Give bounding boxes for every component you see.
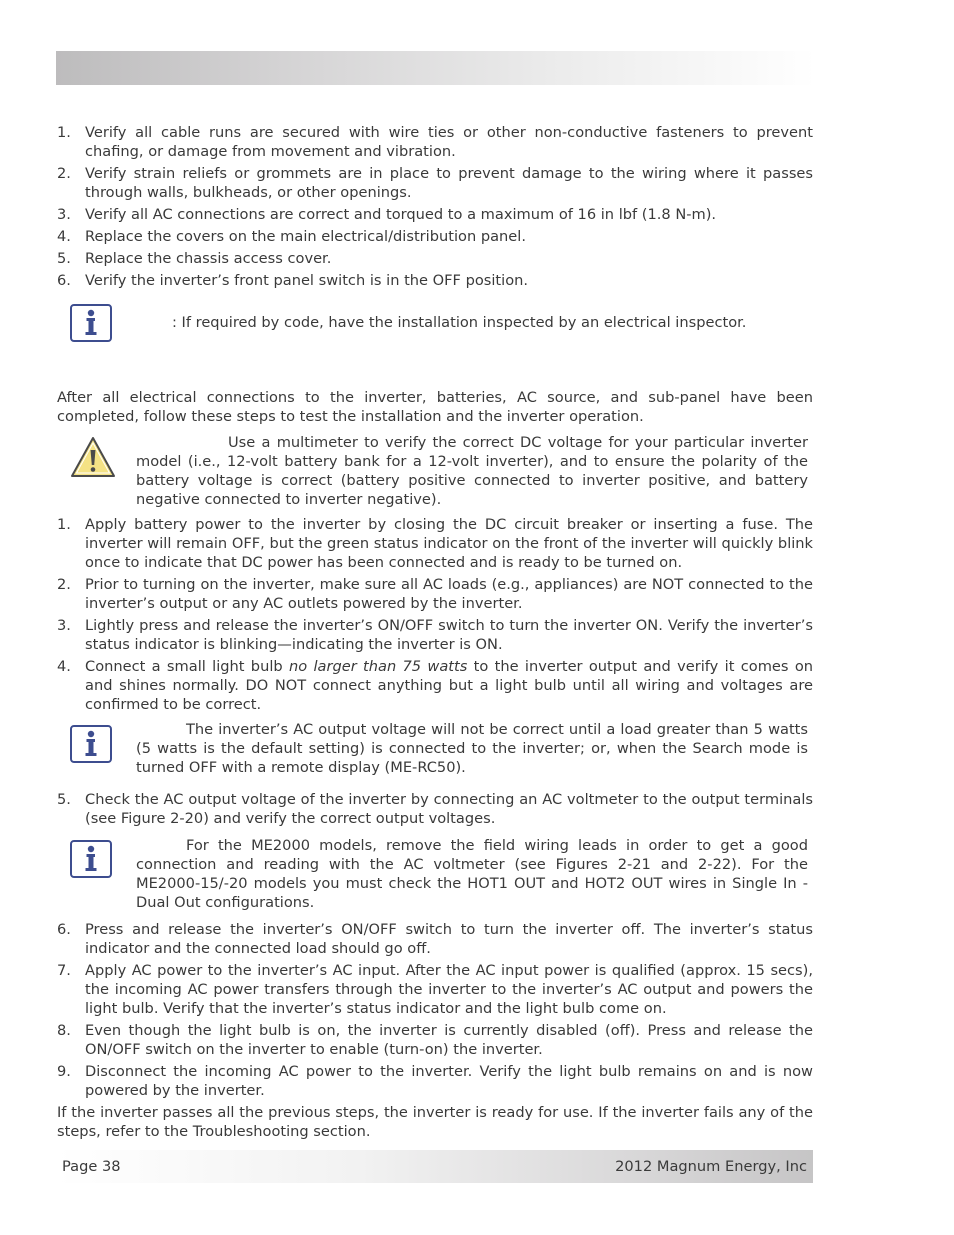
header-bar (56, 51, 816, 85)
checklist-final (57, 123, 813, 293)
footer-bar (56, 1150, 813, 1183)
info-icon (70, 725, 112, 763)
list-item: 6. Press and release the inverter’s ON/OFF switch to turn the inverter off. The inverter’s status indicator and the connected load should go off. (57, 921, 813, 957)
list-item: 4. Replace the covers on the main electrical/distribution panel. (57, 228, 526, 245)
list-item: 4. Connect a small light bulb no larger than 75 watts to the inverter output and verify it comes on and shines normally. DO NOT connect anything but a light bulb until all wiring and voltages are confirmed to be correct. (57, 658, 813, 713)
list-item: 9. Disconnect the incoming AC power to the inverter. Verify the light bulb remains on and is now powered by the inverter. (57, 1063, 813, 1099)
test-steps-continued (57, 790, 813, 831)
list-item: 5. Replace the chassis access cover. (57, 250, 332, 267)
info-icon (70, 304, 112, 342)
closing-paragraph: If the inverter passes all the previous steps, the inverter is ready for use. If the inverter fails any of the steps, refer to the Troubleshooting section. (57, 1104, 813, 1140)
list-item: 8. Even though the light bulb is on, the inverter is currently disabled (off). Press and release the ON/OFF switch on the inverter to enable (turn-on) the inverter. (57, 1022, 813, 1058)
caution-text: Use a multimeter to verify the correct DC voltage for your particular inverter model (i.e., 12-volt battery bank for a 12-volt inverter), and to ensure the polarity of the battery voltage is correct (battery positive connected to inverter positive, and battery negative connected to inverter negative). (136, 434, 808, 508)
list-item: 2. Prior to turning on the inverter, make sure all AC loads (e.g., appliances) are NOT connected to the inverter’s output or any AC outlets powered by the inverter. (57, 576, 813, 612)
note-inspection: : If required by code, have the installation inspected by an electrical inspector. (172, 314, 747, 331)
copyright: 2012 Magnum Energy, Inc (615, 1158, 807, 1175)
list-item: 3. Lightly press and release the inverter’s ON/OFF switch to turn the inverter ON. Verify the inverter’s status indicator is blinking—indicating the inverter is ON. (57, 617, 813, 653)
note-me2000: For the ME2000 models, remove the field wiring leads in order to get a good connection and reading with the AC voltmeter (see Figures 2-21 and 2-22). For the ME2000-15/-20 models you must check the HOT1 OUT and HOT2 OUT wires in Single In - Dual Out configurations. (136, 837, 808, 911)
page-number: Page 38 (62, 1158, 121, 1175)
list-item: 1. Verify all cable runs are secured with wire ties or other non-conductive fasteners to prevent chafing, or damage from movement and vibration. (57, 124, 813, 160)
list-item: 6. Verify the inverter’s front panel switch is in the OFF position. (57, 272, 529, 289)
list-item: 1. Apply battery power to the inverter by closing the DC circuit breaker or inserting a fuse. The inverter will remain OFF, but the green status indicator on the front of the inverter will quickly blink once to indicate that DC power has been connected and is ready to be turned on. (57, 516, 813, 571)
caution-triangle-icon (70, 436, 116, 478)
note-output-voltage: The inverter’s AC output voltage will not be correct until a load greater than 5 watts (5 watts is the default setting) is connected to the inverter; or, when the Search mode is turned OFF with a remote display (ME-RC50). (136, 721, 808, 776)
list-item: 2. Verify strain reliefs or grommets are in place to prevent damage to the wiring where it passes through walls, bulkheads, or other openings. (57, 165, 813, 201)
test-steps (57, 515, 813, 717)
list-item: 7. Apply AC power to the inverter’s AC input. After the AC input power is qualified (approx. 15 secs), the incoming AC power transfers through the inverter to the inverter’s AC output and powers the light bulb. Verify that the inverter’s status indicator and the light bulb come on. (57, 962, 813, 1017)
list-item: 5. Check the AC output voltage of the inverter by connecting an AC voltmeter to the output terminals (see Figure 2-20) and verify the correct output voltages. (57, 791, 813, 827)
info-icon (70, 840, 112, 878)
intro-paragraph: After all electrical connections to the inverter, batteries, AC source, and sub-panel have been completed, follow these steps to test the installation and the inverter operation. (57, 389, 813, 425)
test-steps-final (57, 920, 813, 1103)
list-item: 3. Verify all AC connections are correct and torqued to a maximum of 16 in lbf (1.8 N-m). (57, 206, 717, 223)
